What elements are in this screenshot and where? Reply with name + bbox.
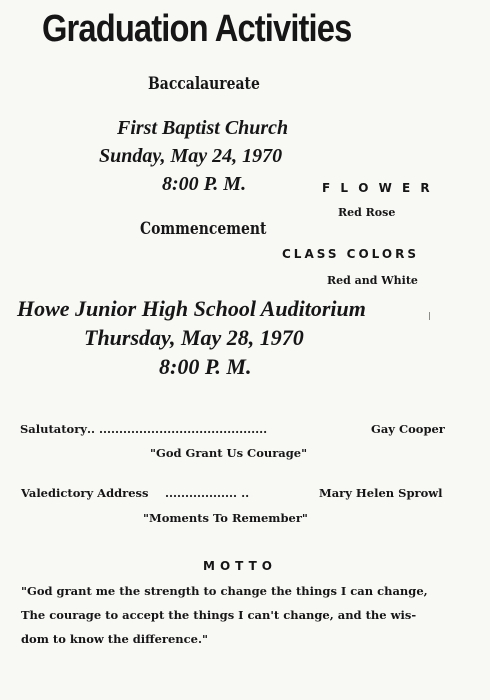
print-mark — [429, 312, 430, 320]
valedictory-speaker: Mary Helen Sprowl — [319, 486, 443, 500]
flower-value: Red Rose — [338, 206, 396, 219]
salutatory-speaker: Gay Cooper — [371, 422, 445, 436]
valedictory-label: Valedictory Address — [21, 486, 149, 500]
baccalaureate-heading: Baccalaureate — [148, 74, 260, 94]
motto-heading: MOTTO — [203, 559, 277, 573]
commencement-heading: Commencement — [140, 219, 267, 239]
commencement-location: Howe Junior High School Auditorium — [17, 296, 366, 321]
salutatory-leader-dots: .. .......................................... — [87, 422, 268, 436]
flower-label: F L O W E R — [322, 181, 433, 195]
class-colors-label: CLASS COLORS — [282, 247, 419, 261]
salutatory-label: Salutatory — [20, 422, 87, 436]
motto-line-3: dom to know the difference." — [21, 632, 208, 646]
salutatory-subtitle: "God Grant Us Courage" — [150, 446, 308, 460]
valedictory-leader-dots: .................. .. — [165, 486, 250, 500]
page-title: Graduation Activities — [42, 8, 352, 50]
class-colors-value: Red and White — [327, 274, 418, 287]
motto-line-1: "God grant me the strength to change the things I can change, — [21, 584, 428, 598]
valedictory-subtitle: "Moments To Remember" — [143, 511, 308, 525]
commencement-time: 8:00 P. M. — [159, 354, 252, 379]
baccalaureate-date: Sunday, May 24, 1970 — [99, 145, 283, 167]
baccalaureate-location: First Baptist Church — [117, 117, 289, 139]
commencement-date: Thursday, May 28, 1970 — [84, 325, 304, 350]
motto-line-2: The courage to accept the things I can't change, and the wis- — [21, 608, 417, 622]
baccalaureate-time: 8:00 P. M. — [162, 173, 247, 195]
